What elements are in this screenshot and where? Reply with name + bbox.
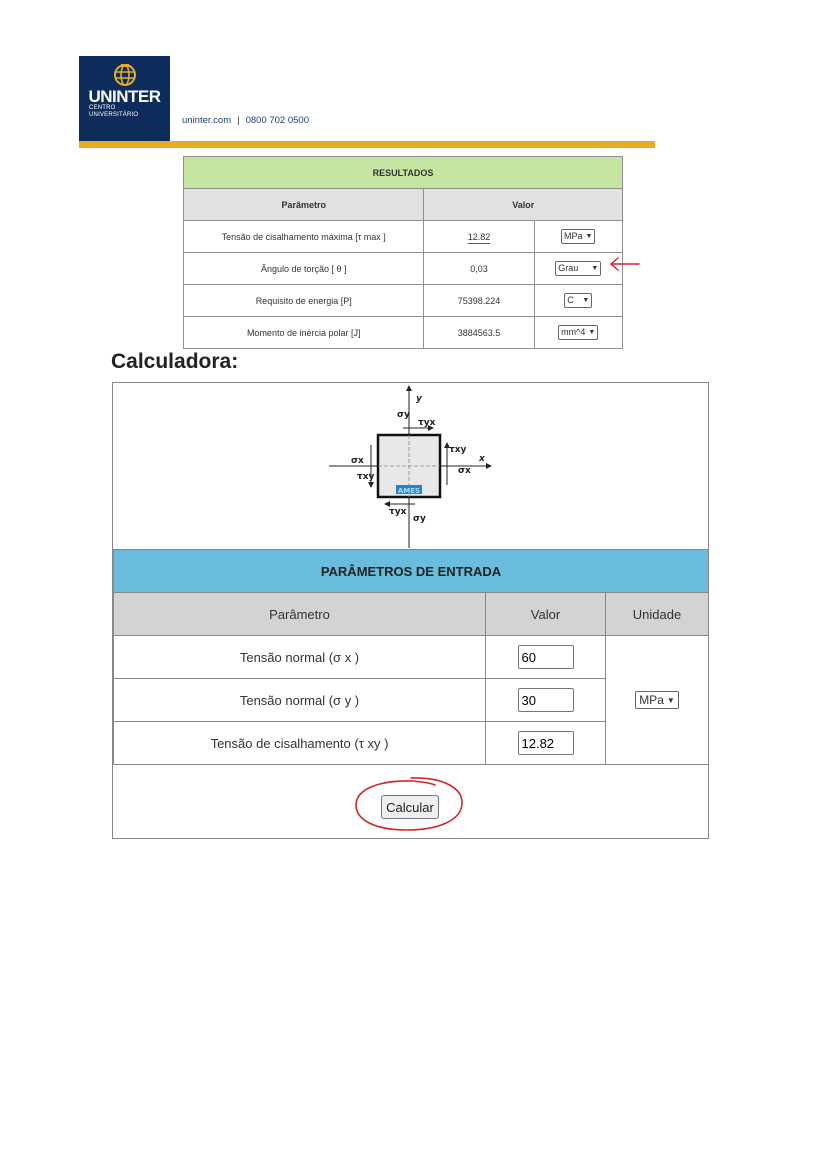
unit-select[interactable] <box>561 229 595 244</box>
unit-select-value: C <box>567 295 574 305</box>
label-sigma-x-left: σx <box>351 456 364 466</box>
inputs-col-value: Valor <box>486 593 606 636</box>
result-value: 75398.224 <box>424 285 534 317</box>
sigma-x-input[interactable] <box>518 645 574 669</box>
brand-sub-2: UNIVERSITÁRIO <box>89 112 139 118</box>
result-value-text: 12.82 <box>467 231 491 242</box>
input-param-label: Tensão normal (σ x ) <box>114 636 486 679</box>
watermark-text: AMES <box>397 487 421 495</box>
input-value-cell <box>486 722 606 765</box>
chevron-down-icon: ▼ <box>585 233 593 240</box>
result-param: Tensão de cisalhamento máxima [τ max ] <box>184 221 424 253</box>
label-tau-yx-bottom: τyx <box>389 507 407 517</box>
result-param: Momento de inércia polar [J] <box>184 317 424 349</box>
result-unit-cell <box>534 317 622 349</box>
input-value-cell <box>486 679 606 722</box>
input-param-label: Tensão de cisalhamento (τ xy ) <box>114 722 486 765</box>
brand-sub-1: CENTRO <box>89 105 116 111</box>
uninter-logo <box>79 56 170 144</box>
label-tau-xy-right: τxy <box>449 445 467 455</box>
result-unit-cell <box>534 221 622 253</box>
stress-diagram <box>113 383 708 549</box>
table-row <box>184 253 623 285</box>
result-param: Ângulo de torção [ θ ] <box>184 253 424 285</box>
phone-number: 0800 702 0500 <box>245 115 309 126</box>
unit-select-value: Grau <box>558 263 579 273</box>
result-unit-cell <box>534 285 622 317</box>
brand-name: UNINTER <box>88 87 161 106</box>
tau-xy-input[interactable] <box>518 731 574 755</box>
result-value: 0,03 <box>424 253 534 285</box>
chevron-down-icon: ▼ <box>591 265 599 272</box>
globe-icon <box>112 63 138 87</box>
table-row <box>184 221 623 253</box>
website-link[interactable]: uninter.com <box>182 115 232 126</box>
header-gold-bar <box>79 141 655 148</box>
label-axis-y: y <box>416 394 422 404</box>
contact-line <box>182 115 309 126</box>
stress-element-diagram <box>113 383 708 549</box>
label-sigma-y-bottom: σy <box>413 514 426 524</box>
unit-select-mpa[interactable] <box>635 691 679 709</box>
chevron-down-icon: ▼ <box>666 695 675 705</box>
results-table <box>183 156 623 349</box>
unit-select-value: MPa <box>639 693 664 707</box>
label-sigma-y-top: σy <box>397 410 410 420</box>
calcular-button[interactable]: Calcular <box>381 795 439 819</box>
red-arrow-annotation <box>609 256 641 272</box>
calculator-heading: Calculadora: <box>111 350 239 373</box>
unit-select[interactable] <box>564 293 592 308</box>
calculator-panel <box>112 382 709 839</box>
inputs-col-unit: Unidade <box>606 593 709 636</box>
label-tau-xy-left: τxy <box>357 472 375 482</box>
result-param: Requisito de energia [P] <box>184 285 424 317</box>
chevron-down-icon: ▼ <box>582 297 590 304</box>
label-axis-x: x <box>479 454 485 464</box>
inputs-title: PARÂMETROS DE ENTRADA <box>114 550 709 593</box>
table-row <box>184 285 623 317</box>
label-sigma-x-right: σx <box>458 466 471 476</box>
unit-select-value: mm^4 <box>561 327 586 337</box>
inputs-col-param: Parâmetro <box>114 593 486 636</box>
results-title: RESULTADOS <box>184 157 623 189</box>
results-col-param: Parâmetro <box>184 189 424 221</box>
sigma-y-input[interactable] <box>518 688 574 712</box>
unit-select[interactable] <box>558 325 598 340</box>
chevron-down-icon: ▼ <box>588 329 596 336</box>
input-parameters-table <box>113 549 709 765</box>
unit-select-value: MPa <box>564 231 583 241</box>
unit-select[interactable] <box>555 261 601 276</box>
result-value: 3884563.5 <box>424 317 534 349</box>
table-row <box>184 317 623 349</box>
contact-separator: | <box>237 115 240 126</box>
results-col-value: Valor <box>424 189 623 221</box>
result-value <box>424 221 534 253</box>
input-value-cell <box>486 636 606 679</box>
unit-cell <box>606 636 709 765</box>
input-param-label: Tensão normal (σ y ) <box>114 679 486 722</box>
label-tau-yx-top: τyx <box>418 418 436 428</box>
table-row <box>114 636 709 679</box>
